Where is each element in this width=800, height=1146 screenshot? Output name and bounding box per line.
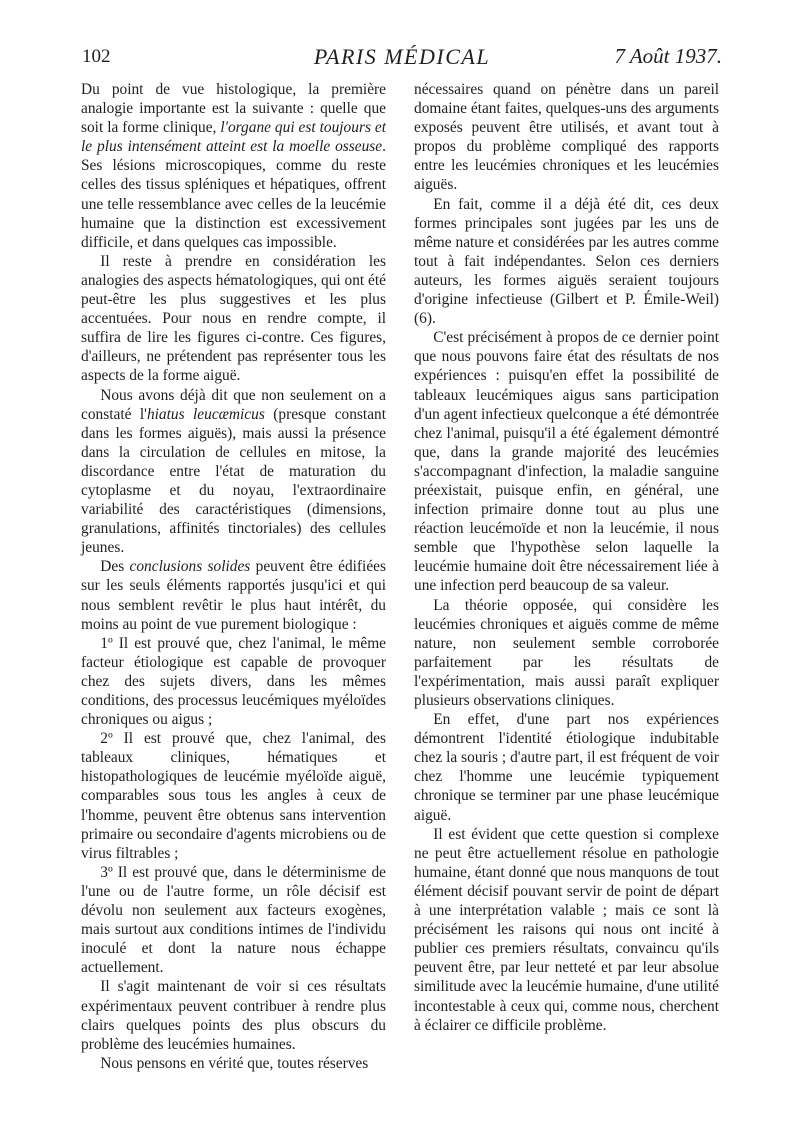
paragraph xyxy=(81,386,386,558)
emphasis-text: l'organe qui est toujours et le plus intensément atteint est la moelle osseuse xyxy=(81,119,386,156)
conclusion-item-3: 3º Il est prouvé que, dans le déterminisme de l'une ou de l'autre forme, un rôle décisif est dévolu non seulement aux facteurs exogènes, mais surtout aux conditions intimes de l'individu inoculé et dont la nature nous échappe actuellement. xyxy=(81,863,386,977)
issue-date: 7 Août 1937. xyxy=(614,44,722,68)
right-column xyxy=(414,80,719,1035)
paragraph: La théorie opposée, qui considère les leucémies chroniques et aiguës comme de même nature, non seulement semble corroborée parfaitement par les résultats de l'expérimentation, mais aussi paraît expliquer plusieurs observations cliniques. xyxy=(414,596,719,709)
paragraph-text: Des xyxy=(100,558,130,576)
paragraph: Il est évident que cette question si complexe ne peut être actuellement résolue en pathologie humaine, étant donné que nous manquons de tout élément décisif pouvant servir de point de départ à une interprétation valable ; mais ce sont là précisément les raisons qui nous ont incité à publier ces premiers résultats, convaincu qu'ils peuvent être, par leur netteté et par leur absolue similitude avec la leucémie humaine, d'une utilité incontestable à ceux qui, comme nous, cherchent à éclairer ce difficile problème. xyxy=(414,825,719,1034)
journal-title: PARIS MÉDICAL xyxy=(313,44,491,69)
emphasis-text: hiatus leucæmicus xyxy=(146,405,265,423)
left-column xyxy=(81,80,386,1073)
paragraph xyxy=(81,80,386,252)
paragraph: Nous pensons en vérité que, toutes réserves xyxy=(100,1054,369,1072)
conclusion-item-2: 2º Il est prouvé que, chez l'animal, des tableaux cliniques, hématiques et histopathologiques de leucémie myéloïde aiguë, comparables sous tous les angles à ceux de l'homme, peuvent être obtenus sans intervention primaire ou secondaire d'agents microbiens ou de virus filtrables ; xyxy=(81,730,386,862)
paragraph-text: (presque constant dans les formes aiguës), mais aussi la présence dans la circulation de cellules en mitose, la discordance entre l'état de maturation du cytoplasme et du noyau, l'extraordinaire variabilité des caractéristiques (dimensions, granulations, affinités tinctoriales) des cellules jeunes. xyxy=(81,405,387,557)
page-header xyxy=(82,40,722,74)
paragraph-text: peuvent être édifiées sur les seuls éléments rapportés jusqu'ici et qui nous semblent revêtir le plus haut intérêt, du moins au point de vue purement biologique : xyxy=(81,558,386,633)
paragraph-text: Du point de vue histologique, la première analogie importante est la suivante : quelle que soit la forme clinique, xyxy=(81,81,386,137)
conclusion-item-1: 1º Il est prouvé que, chez l'animal, le même facteur étiologique est capable de provoquer chez des sujets divers, dans les mêmes conditions, des processus leucémiques myéloïdes chroniques ou aigus ; xyxy=(81,634,386,729)
paragraph-text: Nous avons déjà dit que non seulement on a constaté l' xyxy=(81,386,386,423)
paragraph: En fait, comme il a déjà été dit, ces deux formes principales sont jugées par les uns de même nature et considérées par les autres comme tout à fait indépendantes. Selon ces derniers auteurs, les formes aiguës seraient toujours d'origine infectieuse (Gilbert et P. Émile-Weil) (6). xyxy=(414,195,719,328)
page-number: 102 xyxy=(82,46,111,67)
paragraph: nécessaires quand on pénètre dans un pareil domaine étant faites, quelques-uns des arguments exposés peuvent être utilisés, et avant tout à propos du problème compliqué des rapports entre les leucémies chroniques et les leucémies aiguës. xyxy=(414,81,719,194)
paragraph-text: . Ses lésions microscopiques, comme du reste celles des tissus spléniques et hépatiques, offrent une telle ressemblance avec celles de la leucémie humaine que la distinction est excessivement difficile, et dans quelques cas impossible. xyxy=(81,138,386,251)
paragraph: Il reste à prendre en considération les analogies des aspects hématologiques, qui ont été peut-être les plus suggestives et les plus accentuées. Pour nous en rendre compte, il suffira de lire les figures ci-contre. Ces figures, d'ailleurs, ne prétendent pas représenter tous les aspects de la forme aiguë. xyxy=(81,252,386,385)
paragraph xyxy=(81,557,386,633)
paragraph: Il s'agit maintenant de voir si ces résultats expérimentaux peuvent contribuer à rendre plus clairs quelques points des plus obscurs du problème des leucémies humaines. xyxy=(81,978,386,1053)
emphasis-text: conclusions solides xyxy=(129,558,251,576)
paragraph: En effet, d'une part nos expériences démontrent l'identité étiologique indubitable chez la souris ; d'autre part, il est fréquent de voir chez l'homme une leucémie typiquement chronique se terminer par une phase leucémique aiguë. xyxy=(414,711,719,824)
paragraph: C'est précisément à propos de ce dernier point que nous pouvons faire état des résultats de nos expériences : puisqu'en effet la possibilité de tableaux leucémiques aigus sans participation d'un agent infectieux quelconque a été démontrée chez l'animal, puisqu'il a été également démontré que, dans la grande majorité des leucémies s'accompagnant d'infection, la maladie sanguine préexistait, puisque enfin, en général, une infection primaire donne tout au plus une réaction leucémoïde et non la leucémie, il nous semble que l'hypothèse selon laquelle la leucémie humaine doit être nécessairement liée à une infection perd beaucoup de sa valeur. xyxy=(414,329,719,595)
